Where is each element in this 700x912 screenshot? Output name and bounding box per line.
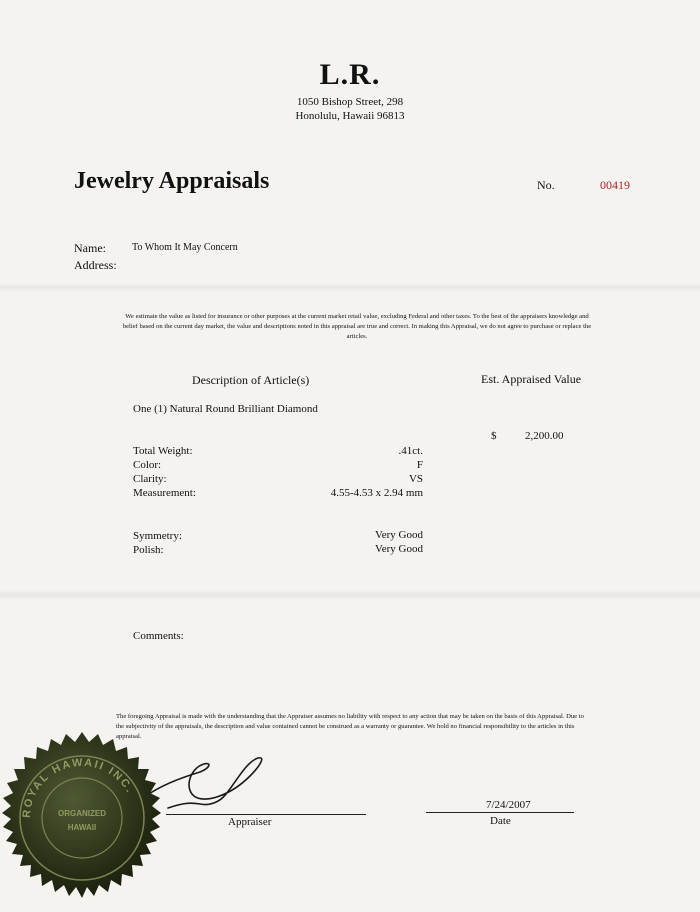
spec-value-measurement: 4.55-4.53 x 2.94 mm (330, 487, 423, 499)
appraiser-label: Appraiser (228, 816, 272, 828)
document-title: Jewelry Appraisals (74, 168, 270, 194)
article-description: One (1) Natural Round Brilliant Diamond (133, 403, 318, 415)
spec-value-color: F (416, 459, 423, 471)
seal-ring-text: ROYAL HAWAII INC. (20, 756, 137, 819)
spec-value-total-weight: .41ct. (398, 445, 423, 457)
name-value: To Whom It May Concern (132, 242, 238, 253)
spec-label-total-weight: Total Weight: (133, 445, 193, 457)
appraised-amount: 2,200.00 (525, 430, 564, 442)
disclaimer-text: We estimate the value as listed for insurance or other purposes at the current market retail value, excluding Federal and other taxes. To the best of the appraisers knowledge and belief based on the current day market, the value and descriptions noted in this appraisal are true and correct. In making this Appraisal, we do not agree to purchase or replace the articles. (122, 313, 592, 340)
seal-inner-line-2: HAWAII (67, 823, 97, 832)
spec-label-color: Color: (133, 459, 162, 471)
spec-label-polish: Polish: (133, 544, 164, 556)
spec-value-clarity: VS (408, 473, 423, 485)
seal-inner-line-1: ORGANIZED (58, 809, 106, 818)
address-label: Address: (74, 258, 117, 272)
spec-label-measurement: Measurement: (133, 487, 196, 499)
value-header: Est. Appraised Value (481, 372, 582, 386)
notary-seal (0, 728, 172, 908)
number-label: No. (537, 178, 555, 192)
date-value: 7/24/2007 (486, 799, 531, 811)
address-line-2: Honolulu, Hawaii 96813 (295, 110, 405, 122)
liability-text: The foregoing Appraisal is made with the understanding that the Appraiser assumes no liability with respect to any action that may be taken on the basis of this Appraisal. Due to the subjectivity of the appraisals, the description and value contained cannot be construed as a warranty or guarantee. We hold no financial responsibility to the articles in this appraisal. (116, 713, 584, 740)
currency-symbol: $ (491, 430, 497, 442)
company-name: L.R. (319, 58, 381, 91)
date-label: Date (490, 815, 511, 827)
spec-label-symmetry: Symmetry: (133, 530, 182, 542)
name-label: Name: (74, 241, 106, 255)
spec-label-clarity: Clarity: (133, 473, 167, 485)
spec-value-polish: Very Good (375, 543, 423, 555)
comments-label: Comments: (133, 630, 184, 642)
appraiser-signature-line (166, 814, 366, 815)
number-value: 00419 (600, 178, 630, 192)
date-line (426, 812, 574, 813)
spec-value-symmetry: Very Good (375, 529, 423, 541)
description-header: Description of Article(s) (192, 373, 310, 387)
address-line-1: 1050 Bishop Street, 298 (296, 96, 404, 108)
